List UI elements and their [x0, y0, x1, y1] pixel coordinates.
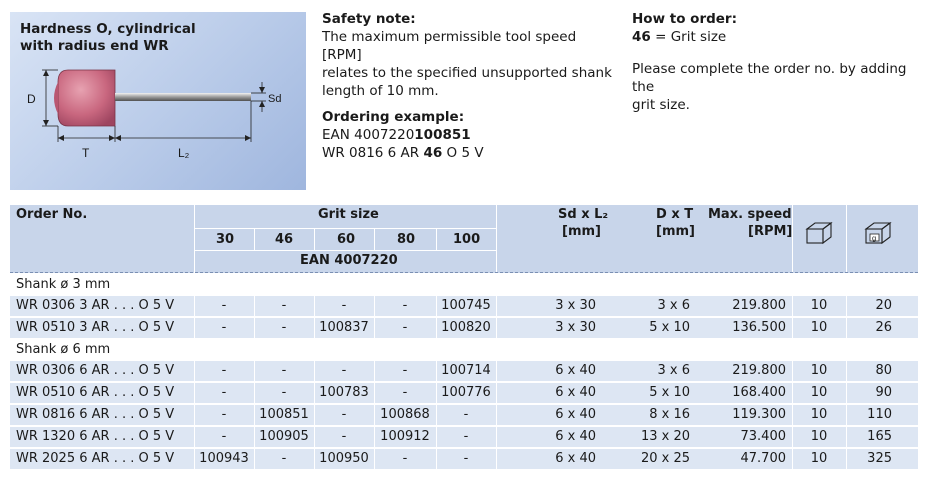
order-grit: 46 [423, 145, 443, 161]
safety-text-line-1: The maximum permissible tool speed [RPM] [322, 29, 577, 63]
cell-g100: - [463, 429, 469, 444]
cell-g46: 100905 [259, 429, 309, 444]
header-max-speed: Max. speed [708, 207, 792, 222]
table-row [10, 361, 918, 382]
cell-g60: - [341, 298, 347, 313]
cell-speed: 73.400 [740, 429, 786, 444]
cell-dt: 5 x 10 [649, 385, 690, 400]
product-title-line-2: with radius end WR [20, 38, 169, 54]
cell-g100: - [463, 451, 469, 466]
cell-order: WR 0306 3 AR . . . O 5 V [16, 298, 175, 313]
product-illustration-panel [10, 12, 306, 190]
cell-g80: - [402, 451, 408, 466]
order-prefix: WR 0816 6 AR [322, 145, 424, 161]
header-grit-46: 46 [275, 232, 294, 247]
header-grit-30: 30 [216, 232, 235, 247]
cell-pack: 10 [810, 363, 828, 378]
cell-g100: 100820 [441, 320, 491, 335]
cell-weight: 165 [867, 429, 892, 444]
cell-dt: 3 x 6 [657, 298, 690, 313]
ean-suffix: 100851 [414, 127, 471, 143]
cell-g46: - [281, 363, 287, 378]
cell-g80: 100868 [380, 407, 430, 422]
cell-g80: 100912 [380, 429, 430, 444]
cell-dt: 8 x 16 [649, 407, 690, 422]
how-to-order-block [632, 10, 922, 114]
safety-heading: Safety note: [322, 11, 416, 27]
section-header [10, 275, 918, 296]
cell-weight: 26 [875, 320, 892, 335]
order-suffix: O 5 V [442, 145, 484, 161]
cell-order: WR 0306 6 AR . . . O 5 V [16, 363, 175, 378]
cell-g30: - [221, 298, 227, 313]
grit-size-key: 46 [632, 29, 651, 45]
grit-size-text: = Grit size [650, 29, 727, 45]
cell-g60: - [341, 407, 347, 422]
cell-pack: 10 [810, 429, 828, 444]
cell-g30: - [221, 363, 227, 378]
header-d-x-t: D x T [656, 207, 694, 222]
how-to-order-heading: How to order: [632, 11, 737, 27]
cell-order: WR 2025 6 AR . . . O 5 V [16, 451, 175, 466]
cell-pack: 10 [810, 320, 828, 335]
cell-g80: - [402, 320, 408, 335]
safety-text-line-2: relates to the specified unsupported shank [322, 65, 612, 81]
cell-g100: - [463, 407, 469, 422]
cell-sdl: 3 x 30 [555, 298, 596, 313]
cell-speed: 219.800 [732, 298, 786, 313]
safety-and-example-block [322, 10, 612, 162]
table-row [10, 449, 918, 470]
header-sd-l2: Sd x L₂ [558, 207, 609, 222]
table-row [10, 427, 918, 448]
cell-g80: - [402, 298, 408, 313]
svg-text:g: g [872, 233, 877, 243]
cell-g80: - [402, 385, 408, 400]
header-ean: EAN 4007220 [300, 253, 398, 268]
cell-g46: - [281, 298, 287, 313]
cell-speed: 219.800 [732, 363, 786, 378]
header-grit-80: 80 [397, 232, 416, 247]
how-to-order-line-1: Please complete the order no. by adding the [632, 61, 907, 95]
mounted-point-drawing [10, 12, 306, 190]
cell-order: WR 0816 6 AR . . . O 5 V [16, 407, 175, 422]
cell-sdl: 3 x 30 [555, 320, 596, 335]
table-row [10, 318, 918, 339]
cell-g30: 100943 [199, 451, 249, 466]
section-label: Shank ø 3 mm [16, 277, 111, 292]
cell-g60: - [341, 363, 347, 378]
cell-g60: - [341, 429, 347, 444]
table-row [10, 405, 918, 426]
table-row [10, 296, 918, 317]
cell-g60: 100783 [319, 385, 369, 400]
dim-label-d: D [27, 92, 36, 106]
dim-label-sd: Sd [268, 93, 282, 105]
cell-weight: 20 [875, 298, 892, 313]
cell-weight: 80 [875, 363, 892, 378]
cell-order: WR 0510 3 AR . . . O 5 V [16, 320, 175, 335]
header-grit-100: 100 [453, 232, 481, 247]
cell-speed: 119.300 [732, 407, 786, 422]
ordering-example-heading: Ordering example: [322, 109, 465, 125]
cell-g30: - [221, 407, 227, 422]
cell-sdl: 6 x 40 [555, 407, 596, 422]
header-sd-l2-unit: [mm] [562, 224, 601, 239]
cell-order: WR 1320 6 AR . . . O 5 V [16, 429, 175, 444]
shank [115, 93, 251, 101]
cell-dt: 5 x 10 [649, 320, 690, 335]
cell-sdl: 6 x 40 [555, 451, 596, 466]
cell-speed: 47.700 [740, 451, 786, 466]
dim-label-t: T [82, 146, 90, 160]
header-order-no: Order No. [16, 207, 88, 222]
how-to-order-line-2: grit size. [632, 97, 690, 113]
cell-g30: - [221, 429, 227, 444]
cell-g80: - [402, 363, 408, 378]
cell-order: WR 0510 6 AR . . . O 5 V [16, 385, 175, 400]
product-title-line-1: Hardness O, cylindrical [20, 21, 196, 37]
cell-sdl: 6 x 40 [555, 429, 596, 444]
header-max-speed-unit: [RPM] [748, 224, 793, 239]
cell-g100: 100714 [441, 363, 491, 378]
ean-prefix: EAN 4007220 [322, 127, 415, 143]
cell-g46: - [281, 451, 287, 466]
cell-g30: - [221, 320, 227, 335]
cell-g46: - [281, 385, 287, 400]
grinding-stone [58, 70, 115, 126]
section-header [10, 340, 918, 361]
cell-g60: 100837 [319, 320, 369, 335]
cell-pack: 10 [810, 298, 828, 313]
cell-pack: 10 [810, 451, 828, 466]
header-grit-size: Grit size [318, 207, 379, 222]
box-icon [803, 219, 835, 251]
cell-sdl: 6 x 40 [555, 385, 596, 400]
ordering-example-order-no [322, 144, 612, 162]
cell-dt: 13 x 20 [640, 429, 690, 444]
cell-speed: 136.500 [732, 320, 786, 335]
cell-g30: - [221, 385, 227, 400]
weight-icon [862, 219, 894, 251]
cell-weight: 90 [875, 385, 892, 400]
cell-g46: - [281, 320, 287, 335]
cell-sdl: 6 x 40 [555, 363, 596, 378]
cell-dt: 20 x 25 [640, 451, 690, 466]
grit-size-legend [632, 28, 922, 46]
dim-label-l2: L₂ [178, 146, 190, 160]
safety-text-line-3: length of 10 mm. [322, 83, 439, 99]
header-grit-60: 60 [337, 232, 356, 247]
header-d-x-t-unit: [mm] [656, 224, 695, 239]
table-row [10, 383, 918, 404]
cell-g60: 100950 [319, 451, 369, 466]
cell-g100: 100776 [441, 385, 491, 400]
cell-pack: 10 [810, 385, 828, 400]
table-header [10, 205, 918, 273]
header-separator [10, 272, 918, 273]
cell-g46: 100851 [259, 407, 309, 422]
cell-weight: 325 [867, 451, 892, 466]
cell-pack: 10 [810, 407, 828, 422]
section-label: Shank ø 6 mm [16, 342, 111, 357]
cell-dt: 3 x 6 [657, 363, 690, 378]
ordering-example-ean [322, 126, 612, 144]
cell-weight: 110 [867, 407, 892, 422]
cell-g100: 100745 [441, 298, 491, 313]
cell-speed: 168.400 [732, 385, 786, 400]
